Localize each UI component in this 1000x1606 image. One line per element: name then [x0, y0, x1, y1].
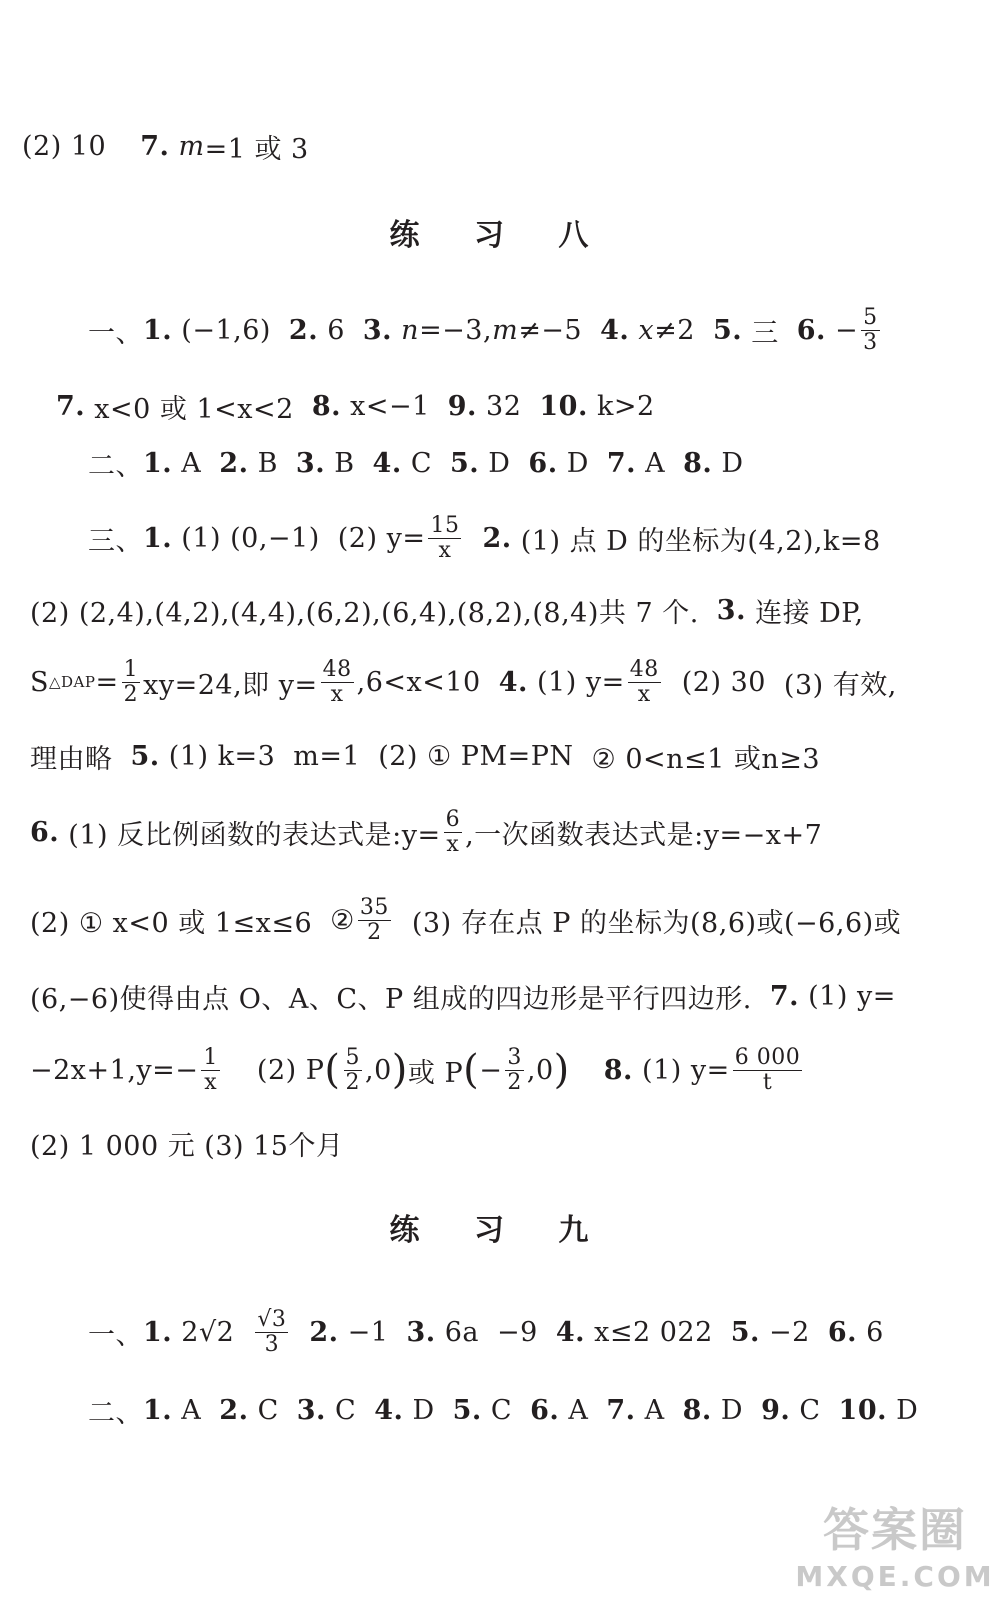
fraction — [733, 1046, 802, 1095]
answer-text: (6,−6)使得由点 O、A、C、P 组成的四边形是平行四边形. — [30, 983, 752, 1015]
answer-line-8-2 — [56, 376, 1000, 436]
answer-text: − — [835, 314, 859, 346]
answer-text: (2) 1 000 元 (3) 15个月 — [30, 1130, 344, 1162]
denominator: x — [438, 537, 452, 563]
fraction — [444, 808, 463, 857]
numerator: 15 — [430, 512, 460, 538]
choice-answer: A — [181, 1394, 202, 1426]
numerator: 6 — [445, 806, 461, 832]
answer-text: x<0 或 1<x<2 — [94, 393, 294, 425]
answer-text: (2) ① x<0 或 1≤x≤6 — [30, 907, 313, 939]
watermark-logo — [790, 1480, 1000, 1606]
denominator: 2 — [367, 919, 382, 945]
answer-line-9-2 — [88, 1380, 1000, 1440]
denominator: 2 — [507, 1069, 522, 1095]
question-number: 7. — [606, 447, 637, 479]
watermark-url: MXQE.COM — [795, 1559, 995, 1593]
choice-answer: C — [799, 1394, 821, 1426]
fraction — [628, 658, 661, 707]
answer-text: ,一次函数表达式是:y=−x+7 — [465, 819, 823, 851]
question-number: 9. — [447, 390, 477, 422]
section-label: 一、 — [88, 317, 143, 349]
numerator: 6 000 — [734, 1044, 801, 1070]
question-number: 3. — [362, 314, 393, 346]
answer-text: (2) (2,4),(4,2),(4,4),(6,2),(6,4),(8,2),(8,4)共 7 个. — [30, 597, 699, 629]
numerator: 48 — [629, 656, 659, 682]
question-number: 6. — [796, 314, 826, 346]
numerator: 5 — [863, 304, 878, 330]
answer-line-8-1 — [88, 300, 1000, 360]
answer-text: k>2 — [596, 390, 655, 422]
answer-text: x<−1 — [350, 390, 430, 422]
denominator: x — [330, 681, 344, 707]
answer-text: m=1 — [293, 740, 361, 772]
right-paren: ) — [553, 1047, 570, 1093]
question-number: 5. — [712, 314, 743, 346]
question-number: 1. — [143, 447, 173, 479]
choice-answer: D — [412, 1394, 435, 1426]
section-title-exercise-9: 练 习 九 — [389, 1213, 611, 1248]
answer-text: −2 — [769, 1316, 810, 1348]
answer-text: 连接 DP, — [755, 597, 864, 629]
denominator: t — [762, 1069, 773, 1095]
fraction — [861, 306, 880, 355]
denominator: x — [637, 681, 651, 707]
denominator: 3 — [863, 329, 878, 355]
fraction — [344, 1046, 363, 1095]
answer-text: ,6<x<10 — [356, 666, 481, 698]
fraction — [321, 658, 354, 707]
answer-line-8-5 — [30, 580, 1000, 640]
answer-text: (2) 30 — [681, 666, 766, 698]
math-var: n — [401, 314, 420, 346]
answer-text: 理由略 — [30, 743, 113, 775]
left-paren: ( — [324, 1047, 341, 1093]
fraction — [201, 1046, 220, 1095]
choice-answer: D — [566, 447, 589, 479]
question-number: 5. — [452, 1394, 482, 1426]
question-number: 1. — [143, 1394, 173, 1426]
question-number: 4. — [600, 314, 630, 346]
denominator: x — [446, 831, 460, 857]
answer-text: (1) k=3 — [168, 740, 276, 772]
question-number: 8. — [682, 1394, 712, 1426]
numerator: 5 — [345, 1044, 361, 1070]
answer-text: ≠2 — [654, 314, 695, 346]
math-var: S — [30, 666, 49, 698]
answer-line-8-10 — [30, 966, 1000, 1026]
answer-line-8-3 — [88, 433, 1000, 493]
question-number: 3. — [406, 1316, 436, 1348]
answer-text: = — [95, 666, 119, 698]
choice-answer: D — [488, 447, 511, 479]
question-number: 1. — [143, 522, 173, 554]
choice-answer: A — [181, 447, 202, 479]
numerator: √3 — [257, 1306, 287, 1332]
question-number: 2. — [288, 314, 319, 346]
choice-answer: C — [410, 447, 432, 479]
section-label: 二、 — [88, 1397, 143, 1429]
answer-text: − — [479, 1054, 503, 1086]
question-number: 2. — [219, 447, 249, 479]
math-var: m — [492, 314, 519, 346]
watermark-text: 答案圈 — [823, 1502, 967, 1557]
answer-text: y= — [386, 522, 426, 554]
question-number: 6. — [528, 447, 558, 479]
choice-answer: C — [335, 1394, 357, 1426]
answer-text: (1) y= — [808, 980, 896, 1012]
answer-text: (3) 存在点 P 的坐标为(8,6)或(−6,6)或 — [411, 907, 902, 939]
question-number: 2. — [482, 522, 512, 554]
choice-answer: B — [334, 447, 355, 479]
question-number: 2. — [219, 1394, 249, 1426]
answer-line-8-6 — [30, 652, 1000, 712]
question-number: 8. — [311, 390, 341, 422]
question-number: 8. — [603, 1054, 633, 1086]
answer-text: (3) 有效, — [783, 669, 897, 701]
answer-text: (1) 反比例函数的表达式是:y= — [68, 819, 441, 851]
denominator: 2 — [123, 681, 139, 707]
answer-text: =−3, — [419, 314, 493, 346]
answer-text: (2) — [337, 522, 378, 554]
answer-text: (1) y= — [642, 1054, 730, 1086]
question-number: 5. — [130, 740, 160, 772]
choice-answer: C — [490, 1394, 513, 1426]
question-number: 3. — [295, 447, 326, 479]
question-number: 7. — [140, 130, 170, 162]
section-title-exercise-8: 练 习 八 — [389, 218, 611, 253]
numerator: 1 — [123, 656, 139, 682]
section-label: 三、 — [88, 525, 143, 557]
question-number: 5. — [449, 447, 480, 479]
answer-text: −2x+1,y=− — [30, 1054, 199, 1086]
answer-text: (1) y= — [537, 666, 625, 698]
answer-text: ② 0<n≤1 或n≥3 — [591, 743, 821, 775]
answer-text: 三 — [751, 317, 779, 349]
question-number: 1. — [143, 314, 173, 346]
question-number: 3. — [296, 1394, 326, 1426]
question-number: 4. — [555, 1316, 586, 1348]
answer-text: ,0 — [526, 1054, 554, 1086]
fraction — [122, 658, 141, 707]
fraction — [358, 896, 391, 945]
fraction — [255, 1308, 288, 1357]
math-var: x — [638, 314, 655, 346]
fraction — [428, 514, 461, 563]
answer-text: xy=24,即 y= — [143, 669, 318, 701]
question-number: 2. — [309, 1316, 339, 1348]
section-label: 二、 — [88, 450, 143, 482]
answer-text: =1 或 3 — [204, 133, 309, 165]
question-number: 4. — [372, 447, 402, 479]
question-number: 6. — [530, 1394, 560, 1426]
answer-text: 6a — [444, 1316, 480, 1348]
math-var: m — [178, 130, 205, 162]
question-number: 10. — [539, 390, 588, 422]
answer-text: (2) P — [256, 1054, 325, 1086]
answer-text: 6 — [866, 1316, 884, 1348]
answer-line-8-4 — [88, 508, 1000, 568]
answer-line-8-7 — [30, 726, 1000, 786]
answer-text: −9 — [497, 1316, 538, 1348]
numerator: 48 — [322, 656, 352, 682]
answer-text: (2) ① PM=PN — [378, 740, 574, 772]
answer-text: 或 P — [407, 1057, 464, 1089]
answer-line-8-12 — [30, 1113, 1000, 1173]
numerator: 1 — [203, 1044, 218, 1070]
left-paren: ( — [463, 1047, 480, 1093]
question-number: 9. — [761, 1394, 791, 1426]
question-number: 7. — [56, 390, 86, 422]
question-number: 5. — [730, 1316, 760, 1348]
answer-line-8-8 — [30, 802, 1000, 862]
question-number: 7. — [606, 1394, 636, 1426]
question-number: 4. — [374, 1394, 404, 1426]
answer-text: (1) 点 D 的坐标为(4,2),k=8 — [520, 525, 881, 557]
answer-text: ,0 — [365, 1054, 392, 1086]
question-number: 6. — [30, 816, 60, 848]
question-number: 10. — [838, 1394, 888, 1426]
numerator: 35 — [359, 894, 389, 920]
answer-line-8-11 — [30, 1040, 1000, 1100]
answer-text: 6 — [327, 314, 345, 346]
choice-answer: A — [644, 1394, 665, 1426]
section-label: 一、 — [88, 1319, 143, 1351]
choice-answer: D — [721, 447, 744, 479]
denominator: 3 — [264, 1331, 280, 1357]
answer-text: −1 — [347, 1316, 389, 1348]
question-number: 6. — [827, 1316, 858, 1348]
right-paren: ) — [391, 1047, 408, 1093]
answer-text: ② — [330, 904, 355, 936]
fraction — [505, 1046, 524, 1095]
answer-line-carryover — [22, 116, 1000, 176]
question-number: 8. — [683, 447, 713, 479]
choice-answer: D — [720, 1394, 744, 1426]
numerator: 3 — [507, 1044, 522, 1070]
choice-answer: C — [257, 1394, 279, 1426]
answer-text: (2) 10 — [22, 130, 107, 162]
choice-answer: B — [257, 447, 278, 479]
choice-answer: A — [645, 447, 666, 479]
answer-text: ≠−5 — [518, 314, 583, 346]
answer-text: x≤2 022 — [594, 1316, 713, 1348]
subscript: △DAP — [49, 673, 96, 691]
answer-text: (1) (0,−1) — [181, 522, 320, 554]
answer-text: 32 — [486, 390, 522, 422]
answer-line-8-9 — [30, 890, 1000, 950]
question-number: 4. — [498, 666, 528, 698]
denominator: 2 — [345, 1069, 361, 1095]
choice-answer: D — [896, 1394, 919, 1426]
answer-text: (−1,6) — [181, 314, 271, 346]
question-number: 7. — [769, 980, 800, 1012]
question-number: 1. — [143, 1316, 173, 1348]
choice-answer: A — [568, 1394, 589, 1426]
denominator: x — [204, 1069, 218, 1095]
question-number: 3. — [716, 594, 746, 626]
answer-line-9-1 — [88, 1302, 1000, 1362]
answer-text: 2√2 — [181, 1316, 235, 1348]
